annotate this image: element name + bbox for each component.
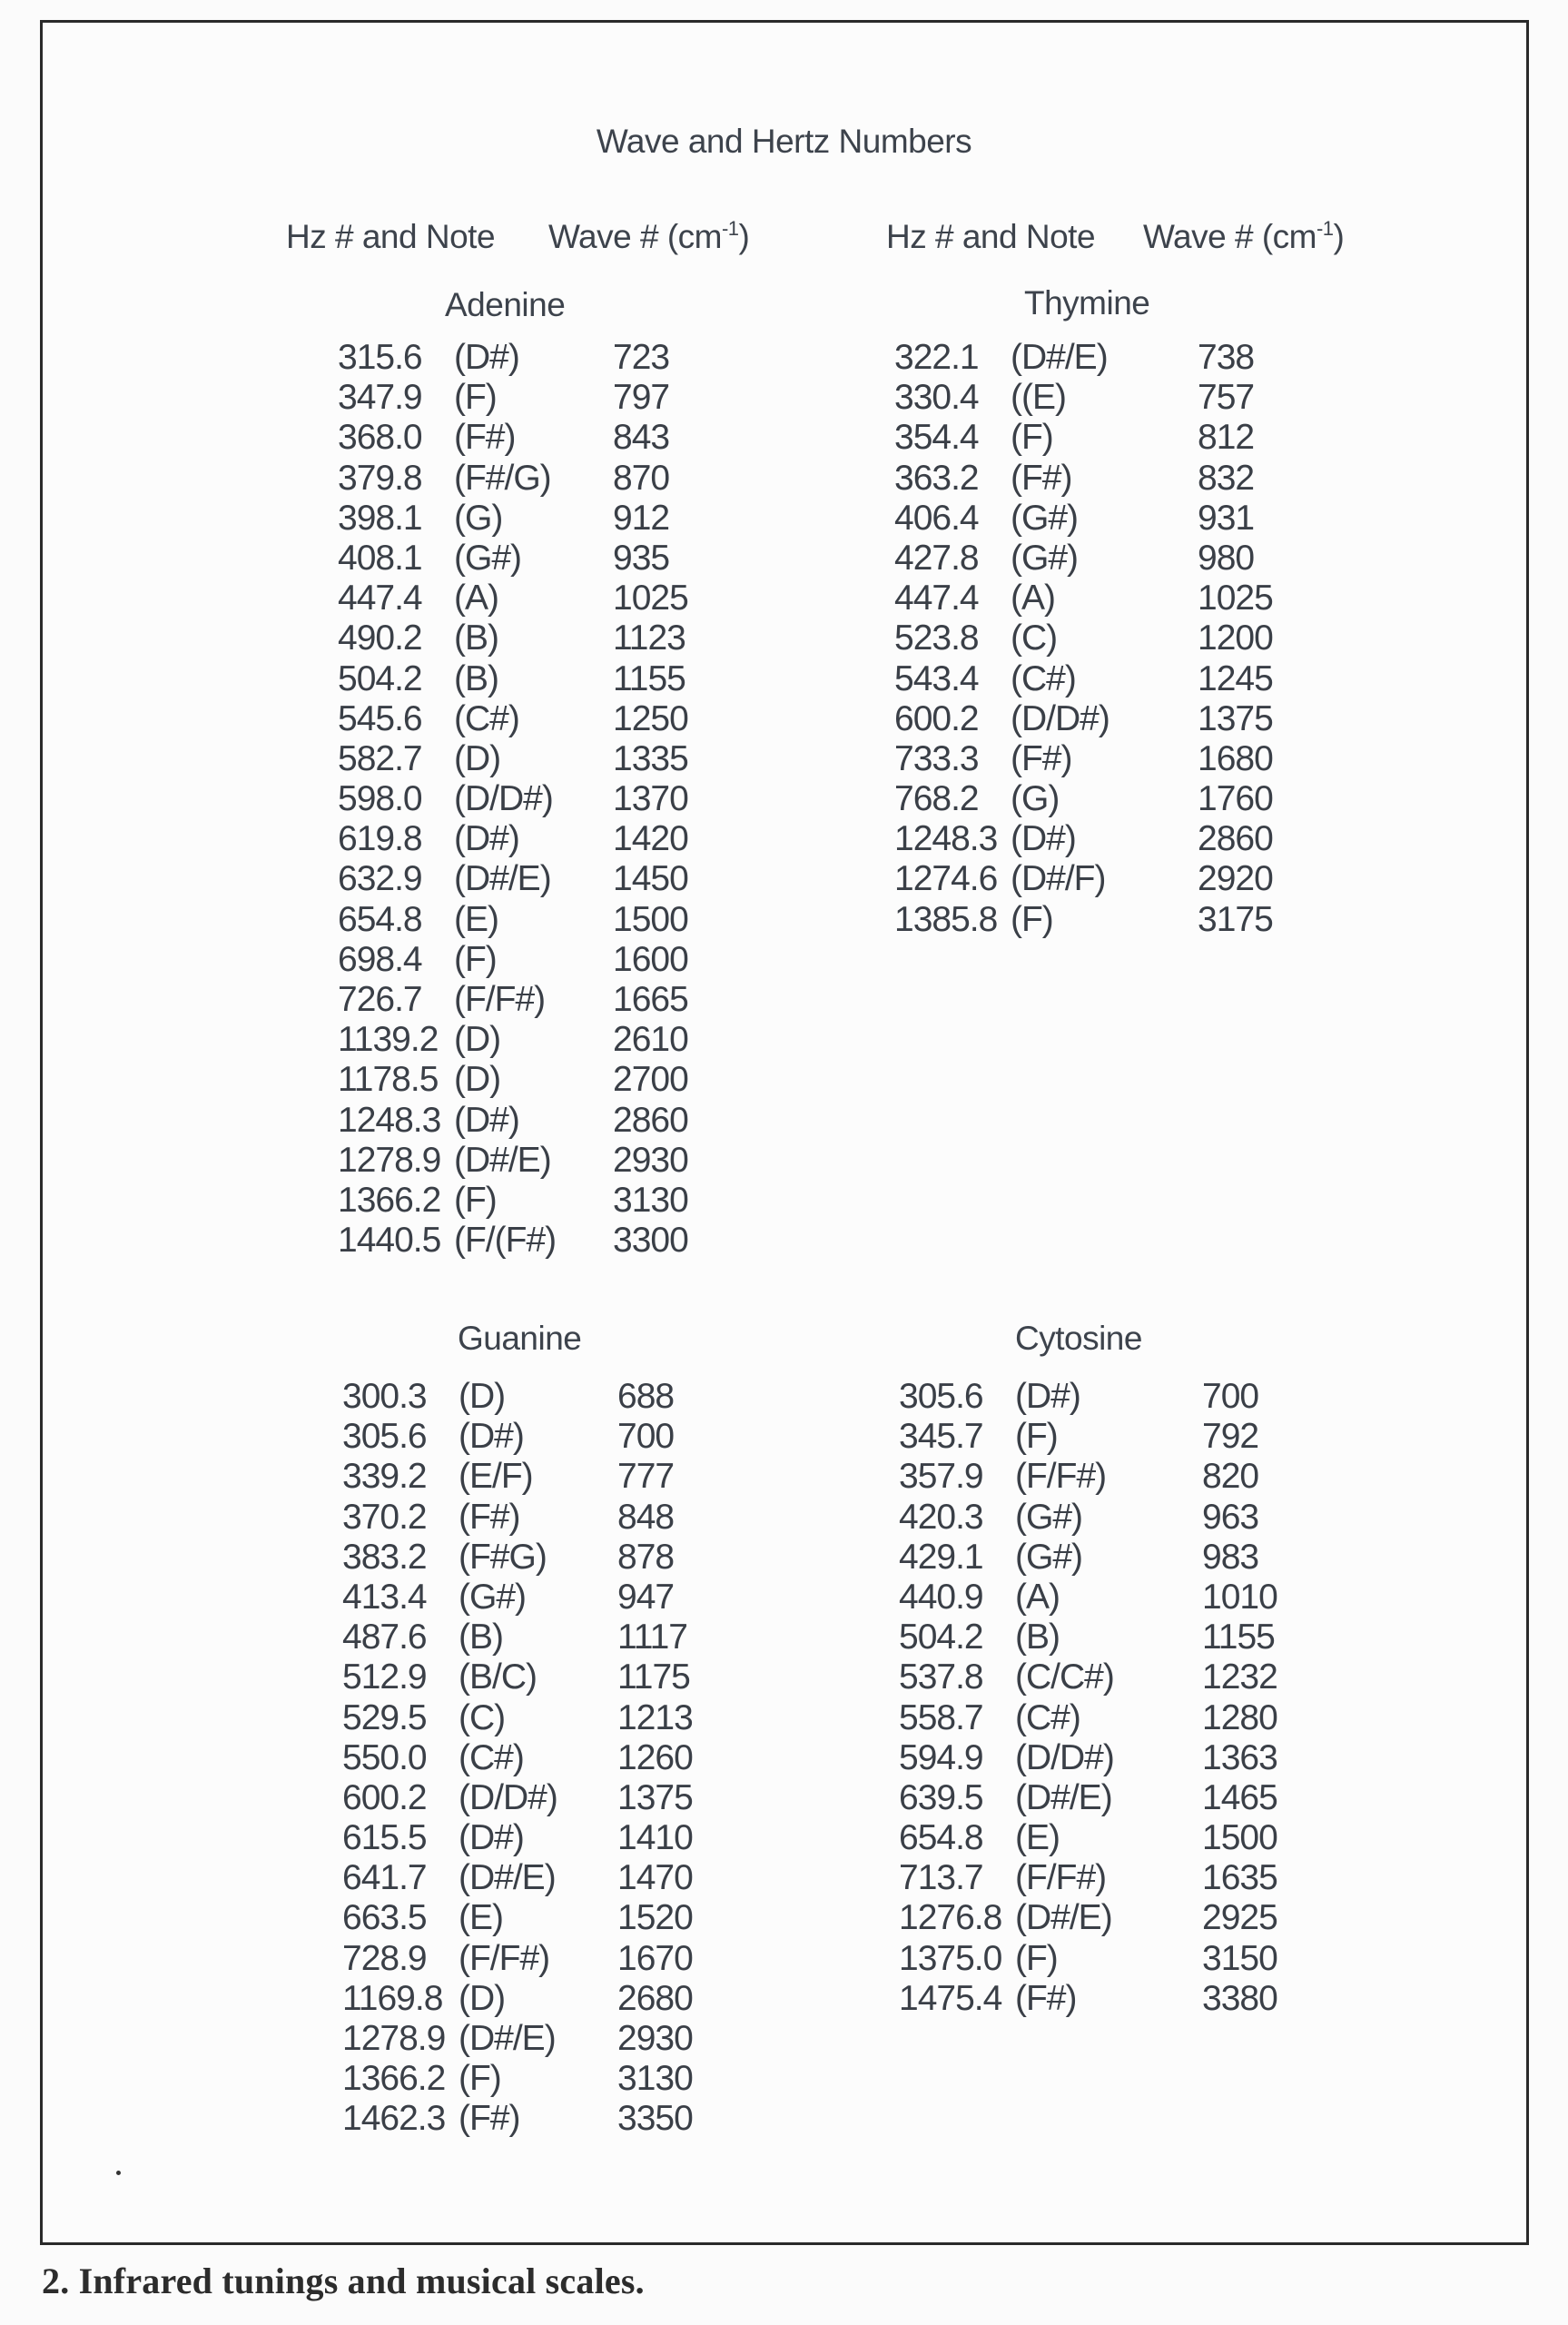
note-value: (F)	[1015, 1938, 1058, 1978]
hz-value: 641.7	[342, 1858, 427, 1898]
hz-value: 347.9	[338, 378, 422, 418]
note-value: (D#)	[1015, 1377, 1080, 1416]
hz-value: 447.4	[894, 579, 979, 618]
note-value: (F)	[459, 2059, 501, 2099]
wave-value: 947	[617, 1577, 675, 1617]
hz-value: 305.6	[342, 1417, 427, 1457]
note-value: (F#G)	[459, 1537, 547, 1577]
hz-value: 398.1	[338, 498, 422, 538]
note-value: (D#)	[454, 1100, 519, 1140]
note-value: (D#/F)	[1011, 859, 1106, 899]
hz-value: 639.5	[899, 1777, 983, 1817]
hz-value: 545.6	[338, 698, 422, 738]
note-value: (B/C)	[459, 1657, 537, 1697]
note-value: (F#)	[1011, 458, 1072, 498]
hz-value: 1278.9	[338, 1140, 441, 1180]
wave-value: 1680	[1198, 738, 1273, 778]
wave-value: 1635	[1202, 1858, 1277, 1898]
hz-value: 523.8	[894, 618, 979, 658]
wave-value: 700	[617, 1417, 675, 1457]
note-value: (B)	[1015, 1618, 1060, 1657]
note-value: (G#)	[1011, 538, 1078, 578]
note-value: (D)	[454, 1060, 501, 1100]
note-value: (F#)	[459, 2099, 520, 2139]
wave-value: 848	[617, 1497, 675, 1537]
hz-value: 1139.2	[338, 1020, 439, 1060]
note-value: (D)	[459, 1377, 506, 1416]
note-value: (G#)	[454, 538, 521, 578]
scan-speck	[116, 2171, 121, 2175]
note-value: (F/F#)	[454, 980, 546, 1019]
wave-value: 983	[1202, 1537, 1259, 1577]
wave-value: 1175	[617, 1657, 690, 1697]
note-value: (D#)	[1011, 819, 1076, 859]
hz-value: 383.2	[342, 1537, 427, 1577]
note-value: (A)	[454, 579, 498, 618]
note-value: (E/F)	[459, 1457, 533, 1497]
note-value: (D)	[459, 1978, 506, 2018]
hz-value: 615.5	[342, 1818, 427, 1858]
wave-value: 1117	[617, 1618, 687, 1657]
hz-value: 1462.3	[342, 2099, 446, 2139]
note-value: (G#)	[1015, 1537, 1082, 1577]
left-hz-header: Hz # and Note	[286, 218, 496, 255]
wave-value: 797	[613, 378, 670, 418]
note-value: (D/D#)	[454, 779, 553, 819]
wave-value: 935	[613, 538, 670, 578]
wave-value: 3175	[1198, 899, 1273, 939]
note-value: (F)	[1011, 418, 1053, 458]
right-wave-header: Wave # $(cm^{-1})$	[1143, 217, 1345, 255]
note-value: (F)	[1015, 1417, 1058, 1457]
hz-value: 413.4	[342, 1577, 427, 1617]
hz-value: 305.6	[899, 1377, 983, 1416]
wave-value: 3380	[1202, 1978, 1277, 2018]
hz-value: 733.3	[894, 738, 979, 778]
hz-value: 594.9	[899, 1737, 983, 1777]
wave-value: 812	[1198, 418, 1255, 458]
hz-value: 368.0	[338, 418, 422, 458]
note-value: (D)	[454, 1020, 501, 1060]
hz-value: 1274.6	[894, 859, 998, 899]
thymine-title: Thymine	[1024, 284, 1150, 322]
wave-value: 2700	[613, 1060, 688, 1100]
note-value: (F/(F#)	[454, 1221, 557, 1261]
page-title: Wave and Hertz Numbers	[596, 123, 972, 160]
wave-value: 2860	[1198, 819, 1273, 859]
wave-value: 2925	[1202, 1898, 1277, 1938]
wave-value: 963	[1202, 1497, 1259, 1537]
wave-value: 832	[1198, 458, 1255, 498]
wave-value: 1213	[617, 1697, 693, 1737]
note-value: (C#)	[1011, 658, 1076, 698]
wave-value: 1470	[617, 1858, 693, 1898]
note-value: (G#)	[1015, 1497, 1082, 1537]
hz-value: 300.3	[342, 1377, 427, 1416]
wave-value: 1760	[1198, 779, 1273, 819]
note-value: (B)	[459, 1618, 503, 1657]
wave-value: 1370	[613, 779, 688, 819]
note-value: (D/D#)	[1015, 1737, 1114, 1777]
left-wave-header: Wave # $(cm^{-1})$	[548, 217, 750, 255]
note-value: (C#)	[454, 698, 519, 738]
hz-value: 1440.5	[338, 1221, 441, 1261]
wave-value: 1250	[613, 698, 688, 738]
hz-value: 322.1	[894, 338, 979, 377]
hz-value: 339.2	[342, 1457, 427, 1497]
hz-value: 1385.8	[894, 899, 998, 939]
wave-value: 931	[1198, 498, 1255, 538]
hz-value: 654.8	[899, 1818, 983, 1858]
hz-value: 512.9	[342, 1657, 427, 1697]
note-value: (D#)	[454, 819, 519, 859]
wave-value: 792	[1202, 1417, 1259, 1457]
hz-value: 582.7	[338, 738, 422, 778]
wave-value: 723	[613, 338, 670, 377]
wave-value: 1155	[1202, 1618, 1275, 1657]
hz-value: 429.1	[899, 1537, 983, 1577]
wave-value: 2610	[613, 1020, 688, 1060]
note-value: (F/F#)	[1015, 1858, 1107, 1898]
wave-value: 2860	[613, 1100, 688, 1140]
wave-value: 1260	[617, 1737, 693, 1777]
note-value: (F)	[454, 939, 497, 979]
wave-value: 1280	[1202, 1697, 1277, 1737]
wave-value: 1500	[613, 899, 688, 939]
hz-value: 550.0	[342, 1737, 427, 1777]
hz-value: 440.9	[899, 1577, 983, 1617]
wave-value: 1155	[613, 658, 685, 698]
wave-value: 688	[617, 1377, 675, 1416]
wave-value: 878	[617, 1537, 675, 1577]
hz-value: 1366.2	[342, 2059, 446, 2099]
note-value: ((E)	[1011, 378, 1066, 418]
hz-value: 487.6	[342, 1618, 427, 1657]
note-value: (F)	[454, 378, 497, 418]
note-value: (B)	[454, 658, 498, 698]
note-value: (D#/E)	[454, 859, 551, 899]
note-value: (F#)	[1011, 738, 1072, 778]
wave-value: 3350	[617, 2099, 693, 2139]
wave-value: 738	[1198, 338, 1255, 377]
hz-value: 1178.5	[338, 1060, 439, 1100]
wave-value: 1010	[1202, 1577, 1277, 1617]
wave-value: 3150	[1202, 1938, 1277, 1978]
hz-value: 632.9	[338, 859, 422, 899]
wave-value: 3300	[613, 1221, 688, 1261]
wave-value: 2680	[617, 1978, 693, 2018]
wave-value: 1410	[617, 1818, 693, 1858]
wave-value: 1025	[1198, 579, 1273, 618]
wave-value: 1450	[613, 859, 688, 899]
hz-value: 379.8	[338, 458, 422, 498]
hz-value: 490.2	[338, 618, 422, 658]
wave-value: 1335	[613, 738, 688, 778]
note-value: (F#/G)	[454, 458, 551, 498]
note-value: (D/D#)	[1011, 698, 1109, 738]
hz-value: 447.4	[338, 579, 422, 618]
hz-value: 600.2	[894, 698, 979, 738]
hz-value: 663.5	[342, 1898, 427, 1938]
hz-value: 420.3	[899, 1497, 983, 1537]
hz-value: 504.2	[899, 1618, 983, 1657]
note-value: (D#/E)	[454, 1140, 551, 1180]
wave-value: 1375	[617, 1777, 693, 1817]
hz-value: 543.4	[894, 658, 979, 698]
hz-value: 330.4	[894, 378, 979, 418]
note-value: (C/C#)	[1015, 1657, 1114, 1697]
wave-value: 2930	[617, 2019, 693, 2058]
hz-value: 1169.8	[342, 1978, 443, 2018]
hz-value: 427.8	[894, 538, 979, 578]
note-value: (D#)	[459, 1417, 524, 1457]
figure-caption: 2. Infrared tunings and musical scales.	[42, 2261, 645, 2301]
note-value: (F/F#)	[1015, 1457, 1107, 1497]
hz-value: 558.7	[899, 1697, 983, 1737]
hz-value: 728.9	[342, 1938, 427, 1978]
hz-value: 654.8	[338, 899, 422, 939]
wave-value: 1500	[1202, 1818, 1277, 1858]
note-value: (E)	[454, 899, 498, 939]
note-value: (D#)	[454, 338, 519, 377]
wave-value: 1123	[613, 618, 685, 658]
note-value: (G)	[1011, 779, 1060, 819]
wave-value: 777	[617, 1457, 675, 1497]
guanine-title: Guanine	[458, 1320, 582, 1357]
note-value: (D#/E)	[459, 1858, 556, 1898]
hz-value: 529.5	[342, 1697, 427, 1737]
note-value: (F#)	[454, 418, 516, 458]
note-value: (G)	[454, 498, 503, 538]
note-value: (F)	[1011, 899, 1053, 939]
note-value: (D#/E)	[1015, 1777, 1112, 1817]
note-value: (D#)	[459, 1818, 524, 1858]
wave-value: 1375	[1198, 698, 1273, 738]
note-value: (G#)	[1011, 498, 1078, 538]
wave-value: 757	[1198, 378, 1255, 418]
hz-value: 315.6	[338, 338, 422, 377]
note-value: (D#/E)	[1011, 338, 1108, 377]
wave-value: 3130	[617, 2059, 693, 2099]
note-value: (F/F#)	[459, 1938, 550, 1978]
note-value: (G#)	[459, 1577, 526, 1617]
wave-value: 1232	[1202, 1657, 1277, 1697]
note-value: (F#)	[459, 1497, 520, 1537]
hz-value: 600.2	[342, 1777, 427, 1817]
wave-value: 700	[1202, 1377, 1259, 1416]
wave-value: 2930	[613, 1140, 688, 1180]
hz-value: 726.7	[338, 980, 422, 1019]
wave-value: 1025	[613, 579, 688, 618]
note-value: (F)	[454, 1180, 497, 1220]
wave-value: 912	[613, 498, 670, 538]
wave-value: 843	[613, 418, 670, 458]
hz-value: 363.2	[894, 458, 979, 498]
wave-value: 1465	[1202, 1777, 1277, 1817]
hz-value: 370.2	[342, 1497, 427, 1537]
note-value: (D)	[454, 738, 501, 778]
note-value: (D#/E)	[1015, 1898, 1112, 1938]
note-value: (E)	[459, 1898, 503, 1938]
note-value: (D/D#)	[459, 1777, 557, 1817]
wave-value: 1600	[613, 939, 688, 979]
hz-value: 619.8	[338, 819, 422, 859]
wave-value: 870	[613, 458, 670, 498]
wave-value: 980	[1198, 538, 1255, 578]
hz-value: 1248.3	[894, 819, 998, 859]
wave-value: 1200	[1198, 618, 1273, 658]
wave-value: 2920	[1198, 859, 1273, 899]
hz-value: 408.1	[338, 538, 422, 578]
hz-value: 1366.2	[338, 1180, 441, 1220]
note-value: (C#)	[1015, 1697, 1080, 1737]
hz-value: 1276.8	[899, 1898, 1002, 1938]
hz-value: 406.4	[894, 498, 979, 538]
wave-value: 1670	[617, 1938, 693, 1978]
hz-value: 1278.9	[342, 2019, 446, 2058]
hz-value: 537.8	[899, 1657, 983, 1697]
hz-value: 768.2	[894, 779, 979, 819]
note-value: (D#/E)	[459, 2019, 556, 2058]
note-value: (A)	[1011, 579, 1055, 618]
hz-value: 1375.0	[899, 1938, 1002, 1978]
note-value: (C#)	[459, 1737, 524, 1777]
wave-value: 1520	[617, 1898, 693, 1938]
hz-value: 698.4	[338, 939, 422, 979]
hz-value: 713.7	[899, 1858, 983, 1898]
wave-value: 1665	[613, 980, 688, 1019]
adenine-title: Adenine	[445, 286, 566, 323]
wave-value: 1245	[1198, 658, 1273, 698]
hz-value: 357.9	[899, 1457, 983, 1497]
note-value: (B)	[454, 618, 498, 658]
note-value: (F#)	[1015, 1978, 1077, 2018]
note-value: (C)	[1011, 618, 1058, 658]
wave-value: 1363	[1202, 1737, 1277, 1777]
note-value: (A)	[1015, 1577, 1060, 1617]
note-value: (C)	[459, 1697, 506, 1737]
hz-value: 1475.4	[899, 1978, 1002, 2018]
wave-value: 1420	[613, 819, 688, 859]
hz-value: 504.2	[338, 658, 422, 698]
wave-value: 3130	[613, 1180, 688, 1220]
hz-value: 345.7	[899, 1417, 983, 1457]
wave-value: 820	[1202, 1457, 1259, 1497]
cytosine-title: Cytosine	[1015, 1320, 1142, 1357]
note-value: (E)	[1015, 1818, 1060, 1858]
hz-value: 598.0	[338, 779, 422, 819]
right-hz-header: Hz # and Note	[886, 218, 1096, 255]
hz-value: 1248.3	[338, 1100, 441, 1140]
page-frame	[40, 20, 1529, 2245]
hz-value: 354.4	[894, 418, 979, 458]
